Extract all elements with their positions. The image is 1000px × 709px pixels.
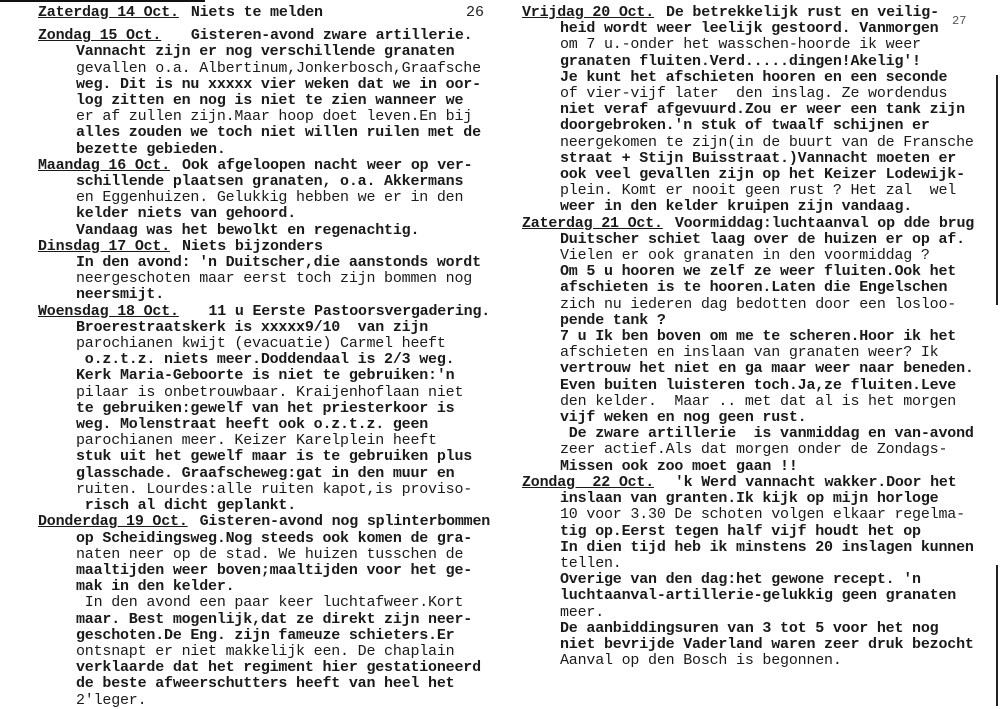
entry-header [38, 514, 490, 530]
entry-line: glasschade. Graafscheweg:gat in den muur en [76, 464, 455, 482]
entry-line: zich nu iederen dag bedotten door een losloo- [560, 295, 957, 313]
entry-line: Om 5 u hooren we zelf ze weer fluiten.Ook het [560, 263, 957, 281]
entry-line: te gebruiken:gewelf van het priesterkoor is [76, 399, 455, 417]
page-number: 26 [466, 4, 485, 21]
diary-entries [38, 5, 490, 709]
entry-line: In dien tijd heb ik minstens 20 inslagen kunnen [560, 538, 974, 556]
entry-line: tig op.Eerst tegen half vijf houdt het op [560, 522, 921, 540]
diary-entry [38, 5, 490, 21]
entry-date: Donderdag 19 Oct. [38, 513, 188, 531]
diary-entries [522, 5, 974, 669]
entry-line: maaltijden weer boven;maaltijden voor het ge- [76, 561, 473, 579]
entry-line: alles zouden we toch niet willen ruilen met de [76, 124, 481, 142]
diary-entry [522, 475, 974, 669]
entry-line: neergeschoten maar eerst toch zijn bommen nog [76, 270, 473, 288]
entry-date: Woensdag 18 Oct. [38, 302, 179, 320]
entry-line: ontsnapt er niet makkelijk een. De chaplain [76, 642, 455, 660]
entry-first-line: Gisteren-avond zware artillerie. [173, 27, 473, 45]
entry-line: granaten fluiten.Verd.....dingen!Akelig'! [560, 52, 921, 70]
entry-line: verklaarde dat het regiment hier gestationeerd [76, 659, 481, 677]
entry-header [38, 5, 490, 21]
entry-line: De aanbiddingsuren van 3 tot 5 voor het nog [560, 619, 939, 637]
entry-line: weer in den kelder kruipen zijn vandaag. [560, 198, 913, 216]
entry-line: schillende plaatsen granaten, o.a. Akkermans [76, 173, 464, 191]
entry-line: pilaar is onbetrouwbaar. Kraijenhoflaan niet [76, 383, 464, 401]
entry-line: stuk uit het gewelf maar is te gebruiken plus [76, 448, 473, 466]
page-number: 27 [952, 14, 967, 28]
diary-entry [522, 216, 974, 475]
entry-line: zeer actief.Als dat morgen onder de Zondags- [560, 441, 948, 459]
entry-line: neergekomen te zijn(in de buurt van de Fransche [560, 133, 974, 151]
entry-line: In den avond een paar keer luchtafweer.Kort [76, 594, 464, 612]
entry-first-line: 11 u Eerste Pastoorsvergadering. [190, 302, 491, 320]
diary-entry [38, 514, 490, 708]
entry-line: maar. Best mogenlijk,dat ze direkt zijn neer- [76, 610, 473, 628]
entry-line: In den avond: 'n Duitscher,die aanstonds wordt [76, 254, 481, 272]
entry-line: de beste afweerschutters heeft van heel het [76, 675, 455, 693]
entry-date: Vrijdag 20 Oct. [522, 4, 655, 21]
entry-header [522, 475, 974, 491]
entry-line: op Scheidingsweg.Nog steeds ook komen de gra- [76, 529, 473, 547]
entry-header [38, 158, 490, 174]
entry-line: of vier-vijf later den inslag. Ze wordendus [560, 85, 948, 103]
entry-line: parochianen kwijt (evacuatie) Carmel heeft [76, 335, 446, 353]
entry-header [522, 216, 974, 232]
entry-date: Zondag 15 Oct. [38, 27, 162, 45]
entry-line: afschieten is te hooren.Laten die Engelschen [560, 279, 948, 297]
entry-line: 7 u Ik ben boven om me te scheren.Hoor ik het [560, 328, 957, 346]
entry-line: gevallen o.a. Albertinum,Jonkerbosch,Graafsche [76, 59, 481, 77]
entry-date: Zaterdag 21 Oct. [522, 214, 663, 232]
entry-line: 10 voor 3.30 De schoten volgen elkaar regelma- [560, 506, 965, 524]
entry-first-line: De betrekkelijk rust en veilig- [666, 4, 939, 21]
entry-line: Duitscher schiet laag over de huizen er op af. [560, 230, 965, 248]
entry-first-line: Ook afgeloopen nacht weer op ver- [182, 156, 473, 174]
entry-line: parochianen meer. Keizer Karelplein heeft [76, 432, 437, 450]
entry-line: ruiten. Lourdes:alle ruiten kapot,is proviso- [76, 480, 473, 498]
entry-line: om 7 u.-onder het wasschen-hoorde ik weer [560, 36, 921, 54]
entry-line: meer. [560, 603, 605, 621]
entry-date: Zondag 22 Oct. [522, 473, 655, 491]
diary-entry [522, 5, 974, 216]
entry-date: Dinsdag 17 Oct. [38, 237, 171, 255]
entry-date: Maandag 16 Oct. [38, 156, 171, 174]
entry-line: kelder niets van gehoord. [76, 205, 297, 223]
entry-line: straat + Stijn Buisstraat.)Vannacht moeten er [560, 149, 957, 167]
entry-first-line: Niets bijzonders [182, 237, 323, 255]
entry-line: en Eggenhuizen. Gelukkig hebben we er in den [76, 189, 464, 207]
entry-line: o.z.t.z. niets meer.Doddendaal is 2/3 weg. [76, 351, 455, 369]
entry-line: vertrouw het niet en ga maar weer naar beneden. [560, 360, 974, 378]
entry-line: plein. Komt er nooit geen rust ? Het zal wel [560, 182, 957, 200]
diary-entry [38, 304, 490, 515]
entry-line: tellen. [560, 554, 622, 572]
entry-line: Kerk Maria-Geboorte is niet te gebruiken:'n [76, 367, 455, 385]
entry-line: weg. Molenstraat heeft ook o.z.t.z. geen [76, 416, 429, 434]
entry-first-line: 'k Werd vannacht wakker.Door het [666, 473, 957, 491]
entry-line: Vandaag was het bewolkt en regenachtig. [76, 221, 420, 239]
entry-line: bezette gebieden. [76, 140, 226, 158]
entry-line: 2'leger. [76, 691, 147, 709]
entry-line: De zware artillerie is vanmiddag en van-avond [560, 425, 974, 443]
entry-line: naten neer op de stad. We huizen tusschen de [76, 545, 464, 563]
entry-line: log zitten en nog is niet te zien wanneer we [76, 92, 464, 110]
diary-entry [38, 158, 490, 239]
entry-line: pende tank ? [560, 311, 666, 329]
diary-entry [38, 28, 490, 158]
entry-line: mak in den kelder. [76, 578, 235, 596]
entry-header [38, 28, 490, 44]
entry-line: afschieten en inslaan van granaten weer? Ik [560, 344, 939, 362]
entry-line: Missen ook zoo moet gaan !! [560, 457, 798, 475]
entry-first-line: Niets te melden [190, 4, 323, 21]
entry-line: den kelder. Maar .. met dat al is het morgen [560, 392, 957, 410]
entry-header [38, 239, 490, 255]
entry-header [38, 304, 490, 320]
entry-date: Zaterdag 14 Oct. [38, 4, 179, 21]
entry-first-line: Voormiddag:luchtaanval op dde brug [674, 214, 975, 232]
entry-line: ook veel gevallen zijn op het Keizer Lodewijk- [560, 166, 965, 184]
entry-line: doorgebroken.'n stuk of twaalf schijnen er [560, 117, 930, 135]
entry-line: heid wordt weer leelijk gestoord. Vanmorgen [560, 20, 939, 38]
entry-line: luchtaanval-artillerie-gelukkig geen granaten [560, 587, 957, 605]
entry-line: weg. Dit is nu xxxxx vier weken dat we in oor- [76, 75, 481, 93]
entry-line: inslaan van granten.Ik kijk op mijn horloge [560, 490, 939, 508]
diary-entry [38, 239, 490, 304]
entry-line: Vannacht zijn er nog verschillende granaten [76, 43, 455, 61]
entry-line: er af zullen zijn.Maar hoop doet leven.En bij [76, 108, 473, 126]
entry-line: Aanval op den Bosch is begonnen. [560, 652, 842, 670]
entry-line: geschoten.De Eng. zijn fameuze schieters.Er [76, 626, 455, 644]
entry-line: neersmijt. [76, 286, 165, 304]
entry-line: niet veraf afgevuurd.Zou er weer een tank zijn [560, 101, 965, 119]
entry-line: Vielen er ook granaten in den voormiddag ? [560, 247, 930, 265]
entry-line: risch al dicht geplankt. [76, 497, 297, 515]
entry-line: Even buiten luisteren toch.Ja,ze fluiten.Leve [560, 376, 957, 394]
entry-line: niet bevrijde Vaderland waren zeer druk bezocht [560, 635, 974, 653]
entry-line: Je kunt het afschieten hooren en een seconde [560, 68, 948, 86]
entry-line: Broerestraatskerk is xxxxx9/10 van zijn [76, 318, 429, 336]
entry-line: vijf weken en nog geen rust. [560, 409, 807, 427]
page-right [500, 0, 1000, 706]
entry-header [522, 5, 974, 21]
entry-first-line: Gisteren-avond nog splinterbommen [199, 513, 491, 531]
entry-line: Overige van den dag:het gewone recept. 'n [560, 571, 921, 589]
